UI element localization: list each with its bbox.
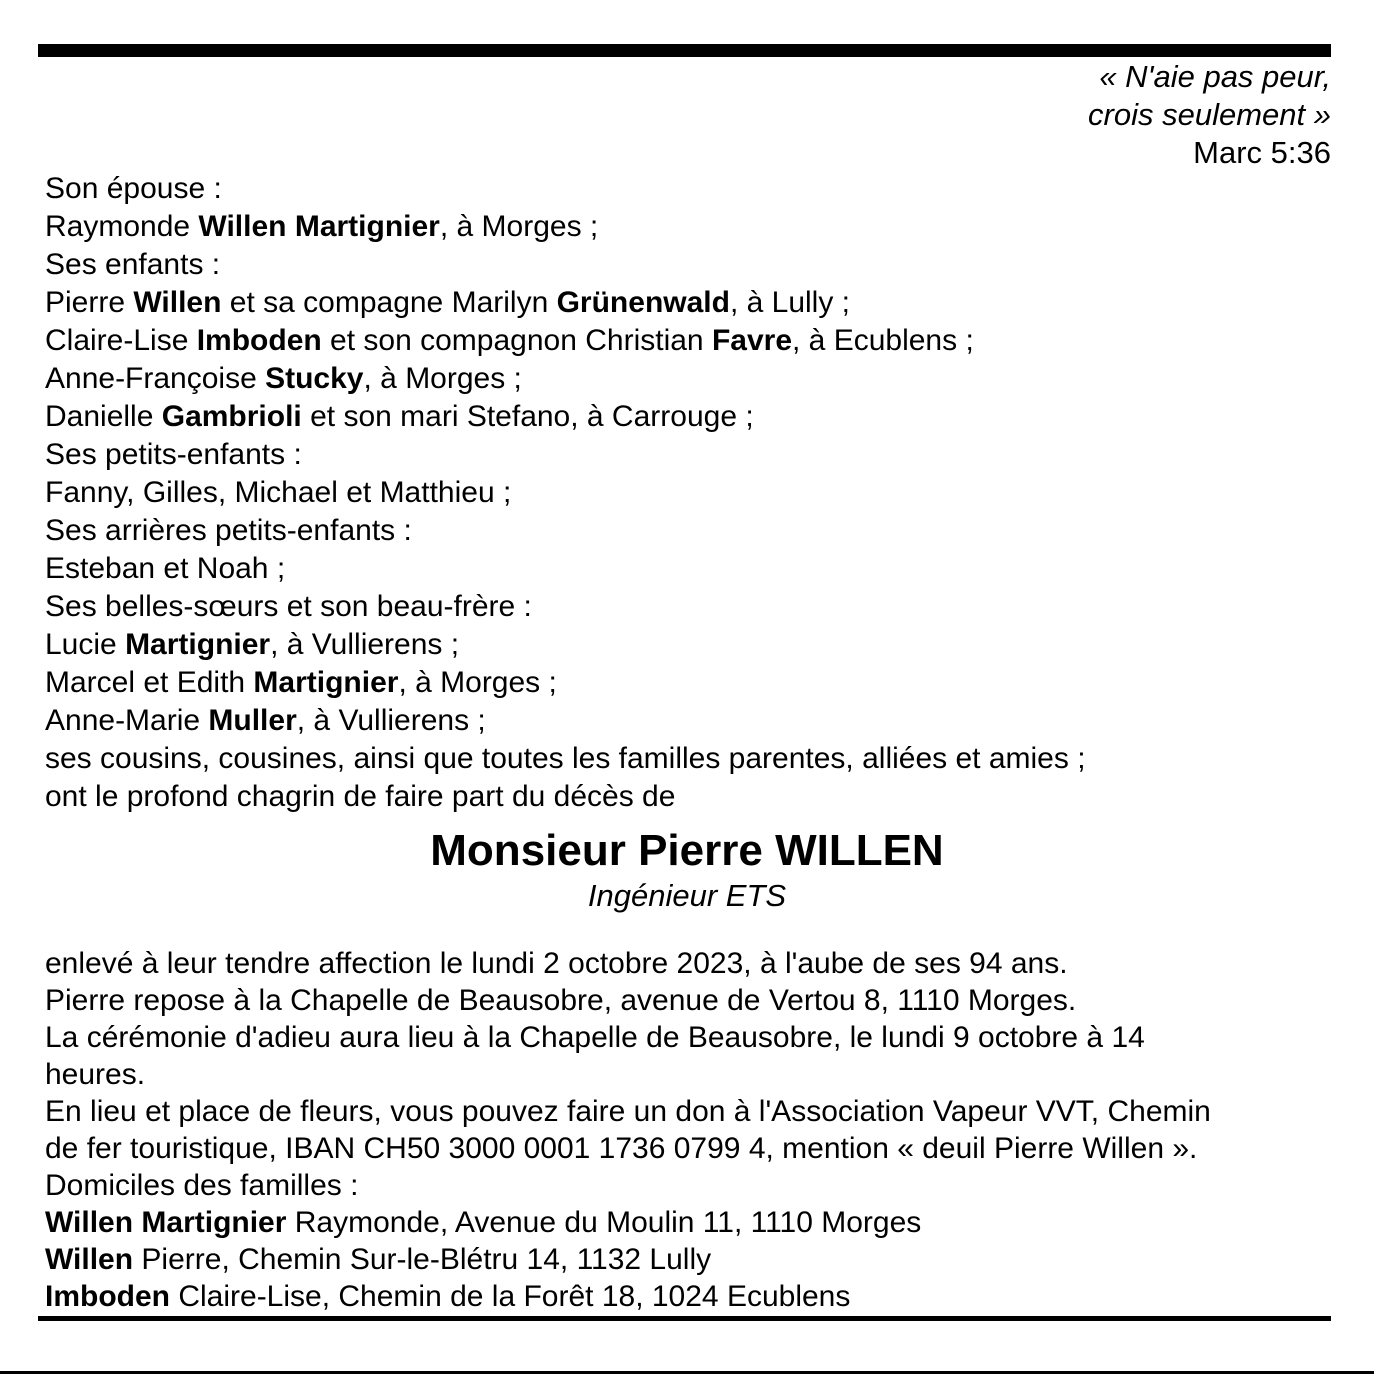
epigraph-quote-line-2: crois seulement » xyxy=(1088,97,1331,132)
text-segment: Imboden xyxy=(45,1280,170,1313)
text-segment: Muller xyxy=(208,704,297,737)
text-segment: Stucky xyxy=(265,362,364,395)
text-segment: ont le profond chagrin de faire part du décès de xyxy=(45,780,676,813)
text-segment: Favre xyxy=(711,324,793,357)
text-segment: Willen Martignier xyxy=(45,1206,287,1239)
epigraph-quote-line-1: « N'aie pas peur, xyxy=(1099,59,1331,94)
text-segment: , à Vullierens ; xyxy=(296,704,486,737)
page-bottom-border xyxy=(0,1371,1374,1374)
text-segment: Gambrioli xyxy=(161,400,302,433)
text-segment: et son mari Stefano, à Carrouge ; xyxy=(301,400,754,433)
text-segment: Raymonde xyxy=(45,210,199,243)
text-segment: Imboden xyxy=(196,324,322,357)
text-line xyxy=(45,170,1335,208)
epigraph-scripture-reference: Marc 5:36 xyxy=(1193,135,1331,170)
text-segment: ses cousins, cousines, ainsi que toutes les familles parentes, alliées et amies ; xyxy=(45,742,1086,775)
text-segment: de fer touristique, IBAN CH50 3000 0001 1736 0799 4, mention « deuil Pierre Willen ». xyxy=(45,1132,1198,1165)
text-segment: heures. xyxy=(45,1058,146,1091)
text-line xyxy=(45,626,1335,664)
text-line xyxy=(45,1093,1341,1130)
text-segment: Anne-Marie xyxy=(45,704,209,737)
text-segment: , à Morges ; xyxy=(439,210,599,243)
text-line xyxy=(45,1130,1341,1167)
text-segment: Claire-Lise, Chemin de la Forêt 18, 1024 Ecublens xyxy=(170,1280,851,1313)
text-line xyxy=(45,778,1335,816)
text-segment: Claire-Lise xyxy=(45,324,197,357)
text-segment: Anne-Françoise xyxy=(45,362,266,395)
text-segment: Willen xyxy=(45,1243,134,1276)
text-segment: Son épouse : xyxy=(45,172,222,205)
text-line xyxy=(45,284,1335,322)
text-line xyxy=(45,398,1335,436)
text-segment: Ses arrières petits-enfants : xyxy=(45,514,412,547)
text-segment: , à Morges ; xyxy=(398,666,557,699)
text-segment: Pierre, Chemin Sur-le-Blétru 14, 1132 Lully xyxy=(133,1243,712,1276)
text-segment: Fanny, Gilles, Michael et Matthieu ; xyxy=(45,476,512,509)
text-segment: Martignier xyxy=(125,628,271,661)
text-segment: , à Morges ; xyxy=(363,362,522,395)
text-segment: Domiciles des familles : xyxy=(45,1169,359,1202)
text-line xyxy=(45,208,1335,246)
text-line xyxy=(45,322,1335,360)
announcement-text xyxy=(45,945,1341,1315)
text-line xyxy=(45,1278,1341,1315)
text-segment: Danielle xyxy=(45,400,162,433)
text-segment: Ses belles-sœurs et son beau-frère : xyxy=(45,590,532,623)
text-line xyxy=(45,246,1335,284)
text-segment: Ses petits-enfants : xyxy=(45,438,302,471)
bottom-divider-bar xyxy=(38,1316,1331,1321)
text-segment: et son compagnon Christian xyxy=(321,324,712,357)
text-segment: Martignier xyxy=(253,666,399,699)
text-line xyxy=(45,982,1341,1019)
text-line xyxy=(45,588,1335,626)
text-line xyxy=(45,945,1341,982)
text-line xyxy=(45,1167,1341,1204)
epigraph xyxy=(1088,58,1331,172)
text-line xyxy=(45,550,1335,588)
text-segment: La cérémonie d'adieu aura lieu à la Chapelle de Beausobre, le lundi 9 octobre à 14 xyxy=(45,1021,1145,1054)
text-segment: Marcel et Edith xyxy=(45,666,254,699)
text-segment: Esteban et Noah ; xyxy=(45,552,286,585)
text-segment: Grünenwald xyxy=(556,286,730,319)
deceased-name: Monsieur Pierre WILLEN xyxy=(430,826,944,875)
text-segment: Pierre repose à la Chapelle de Beausobre, avenue de Vertou 8, 1110 Morges. xyxy=(45,984,1077,1017)
text-segment: Willen Martignier xyxy=(198,210,440,243)
text-segment: Lucie xyxy=(45,628,126,661)
text-line xyxy=(45,1204,1341,1241)
text-line xyxy=(45,740,1335,778)
text-segment: Ses enfants : xyxy=(45,248,221,281)
text-segment: Pierre xyxy=(45,286,134,319)
text-line xyxy=(45,1241,1341,1278)
text-segment: , à Lully ; xyxy=(729,286,851,319)
text-segment: enlevé à leur tendre affection le lundi 2 octobre 2023, à l'aube de ses 94 ans. xyxy=(45,947,1068,980)
text-segment: et sa compagne Marilyn xyxy=(221,286,557,319)
text-line xyxy=(45,664,1335,702)
text-segment: , à Vullierens ; xyxy=(270,628,460,661)
text-line xyxy=(45,512,1335,550)
text-segment: En lieu et place de fleurs, vous pouvez faire un don à l'Association Vapeur VVT, Chemin xyxy=(45,1095,1211,1128)
family-list xyxy=(45,170,1335,816)
text-line xyxy=(45,702,1335,740)
text-segment: Willen xyxy=(133,286,222,319)
text-line xyxy=(45,360,1335,398)
text-line xyxy=(45,1019,1341,1056)
text-line xyxy=(45,474,1335,512)
deceased-profession: Ingénieur ETS xyxy=(587,878,787,913)
text-segment: Raymonde, Avenue du Moulin 11, 1110 Morges xyxy=(286,1206,922,1239)
text-segment: , à Ecublens ; xyxy=(792,324,974,357)
top-divider-bar xyxy=(38,44,1331,57)
text-line xyxy=(45,436,1335,474)
text-line xyxy=(45,1056,1341,1093)
